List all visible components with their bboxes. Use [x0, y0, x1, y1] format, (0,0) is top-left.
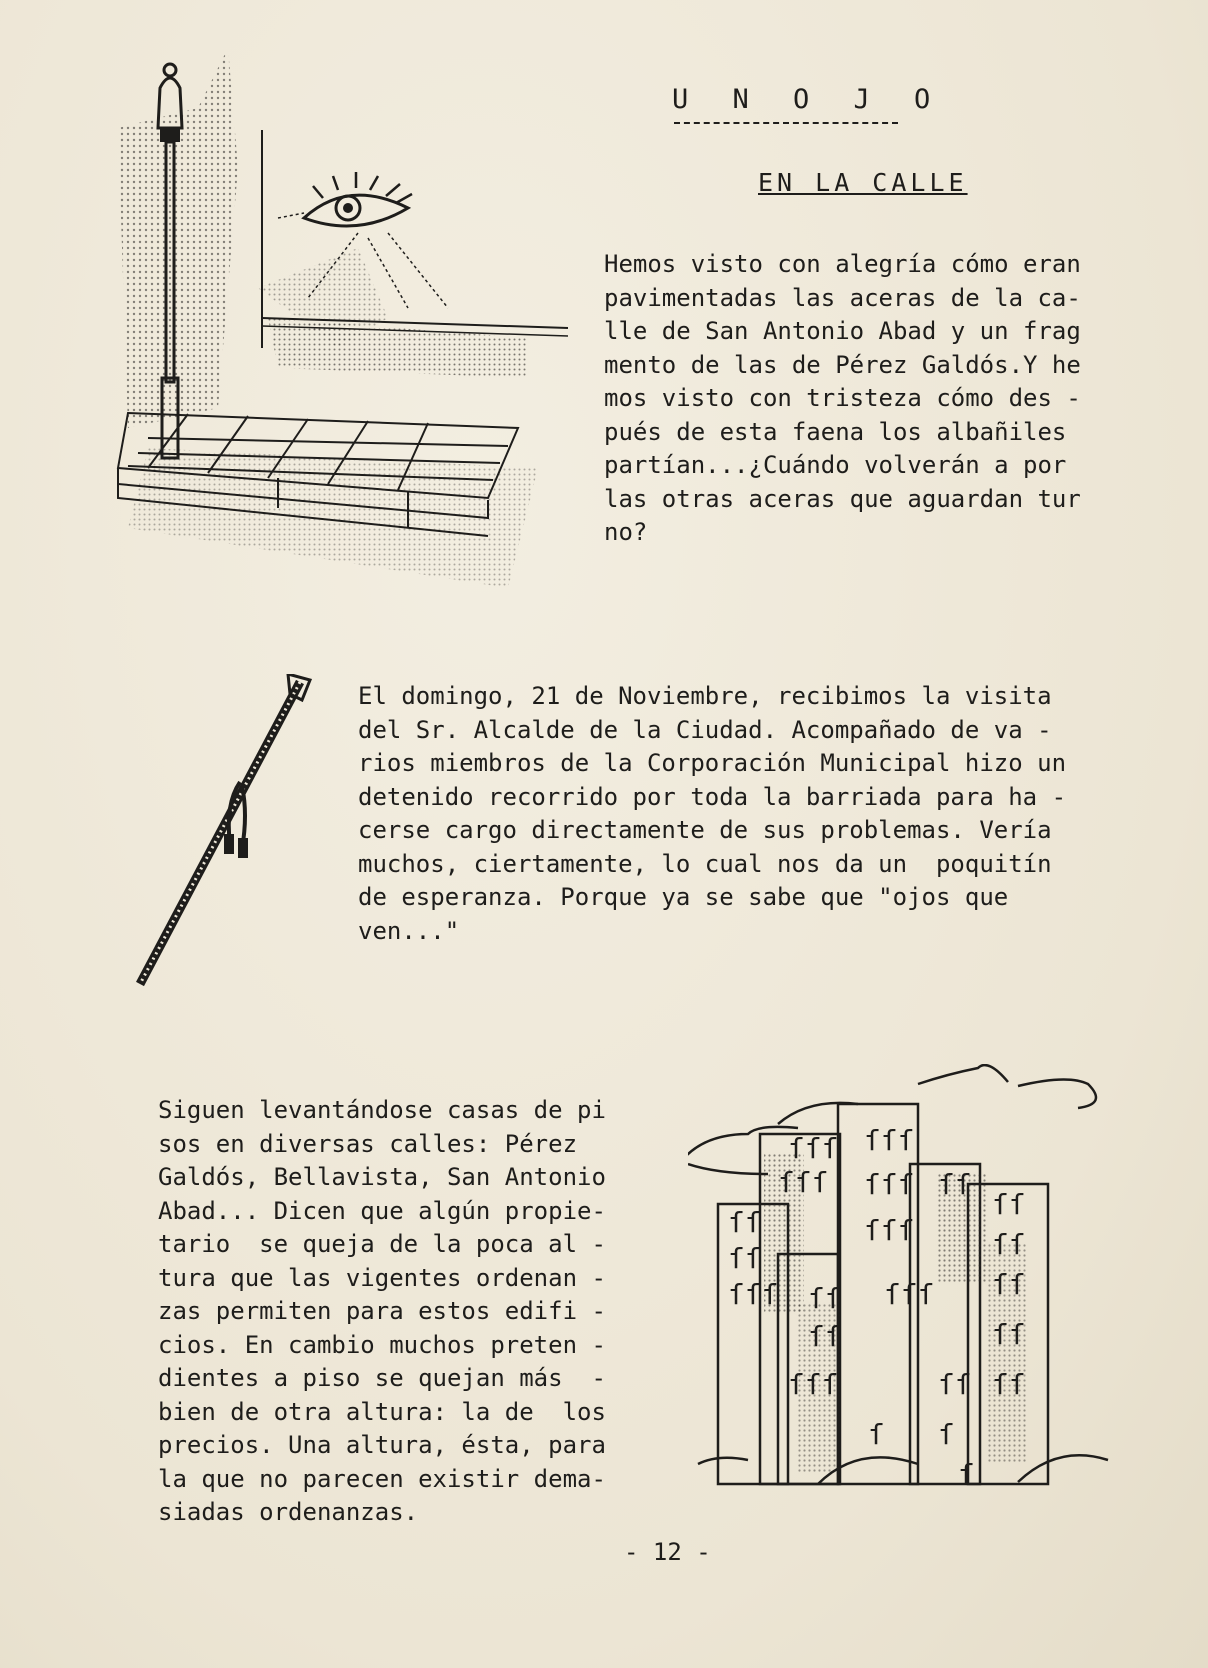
svg-text:ſſ: ſſ [938, 1368, 972, 1401]
svg-text:ſſſ: ſſſ [788, 1132, 839, 1165]
svg-text:ſſ: ſſ [992, 1188, 1026, 1221]
svg-text:ſſ: ſſ [728, 1242, 762, 1275]
svg-text:ſſſ: ſſſ [884, 1278, 935, 1311]
headline-rule [674, 122, 898, 124]
subheadline-en-la-calle: EN LA CALLE [758, 168, 968, 197]
staff-icon [140, 674, 310, 984]
svg-text:ſſ: ſſ [992, 1318, 1026, 1351]
article-casas-pisos: Siguen levantándose casas de pi sos en diversas calles: Pérez Galdós, Bellavista, San Antonio Abad... Dicen que algún propie- tario se queja de la poca al - tura que las vigentes ordenan - zas permiten para estos edifi - cios. En cambio muchos preten - dientes a piso se quejan más - bien de otra altura: la de los precios. Una altura, ésta, para la que no parecen existir dema- siadas ordenanzas. [158, 1096, 606, 1526]
svg-text:ſſſ: ſſſ [788, 1368, 839, 1401]
eye-icon [304, 172, 412, 226]
page-number: - 12 - [624, 1538, 711, 1566]
svg-text:ſſ: ſſ [808, 1320, 842, 1353]
svg-text:ſſſ: ſſſ [728, 1278, 779, 1311]
svg-text:ſ: ſ [938, 1418, 955, 1451]
svg-text:ſſ: ſſ [728, 1206, 762, 1239]
article-aceras: Hemos visto con alegría cómo eran pavimentadas las aceras de la ca- lle de San Antonio Abad y un frag mento de las de Pérez Galdós.Y he mos visto con tristeza cómo des - pués de esta faena los albañiles partían...¿Cuándo volverán a por las otras aceras que aguardan tur no? [604, 250, 1081, 546]
article-visita-alcalde: El domingo, 21 de Noviembre, recibimos la visita del Sr. Alcalde de la Ciudad. Acompañado de va - rios miembros de la Corporación Municipal hizo un detenido recorrido por toda la barriada para ha - cerse cargo directamente de sus problemas. Vería muchos, ciertamente, lo cual nos da un poquitín de esperanza. Porque ya se sabe que "ojos que ven..." [358, 682, 1067, 945]
svg-text:ſſſ: ſſſ [864, 1124, 915, 1157]
street-eye-illustration [108, 48, 568, 598]
headline-un-ojo: U N O J O [672, 84, 945, 115]
svg-text:ſſ: ſſ [808, 1282, 842, 1315]
svg-text:ſſſ: ſſſ [864, 1214, 915, 1247]
svg-text:ſſ: ſſ [992, 1368, 1026, 1401]
svg-text:ſſſ: ſſſ [778, 1166, 829, 1199]
svg-text:ſſ: ſſ [992, 1268, 1026, 1301]
svg-text:ſſſ: ſſſ [864, 1168, 915, 1201]
buildings-illustration [688, 1064, 1148, 1504]
svg-text:ſ: ſ [868, 1418, 885, 1451]
svg-text:ſ: ſ [958, 1458, 975, 1491]
svg-text:ſſ: ſſ [938, 1168, 972, 1201]
staff-illustration [130, 674, 320, 994]
svg-text:ſſ: ſſ [992, 1228, 1026, 1261]
